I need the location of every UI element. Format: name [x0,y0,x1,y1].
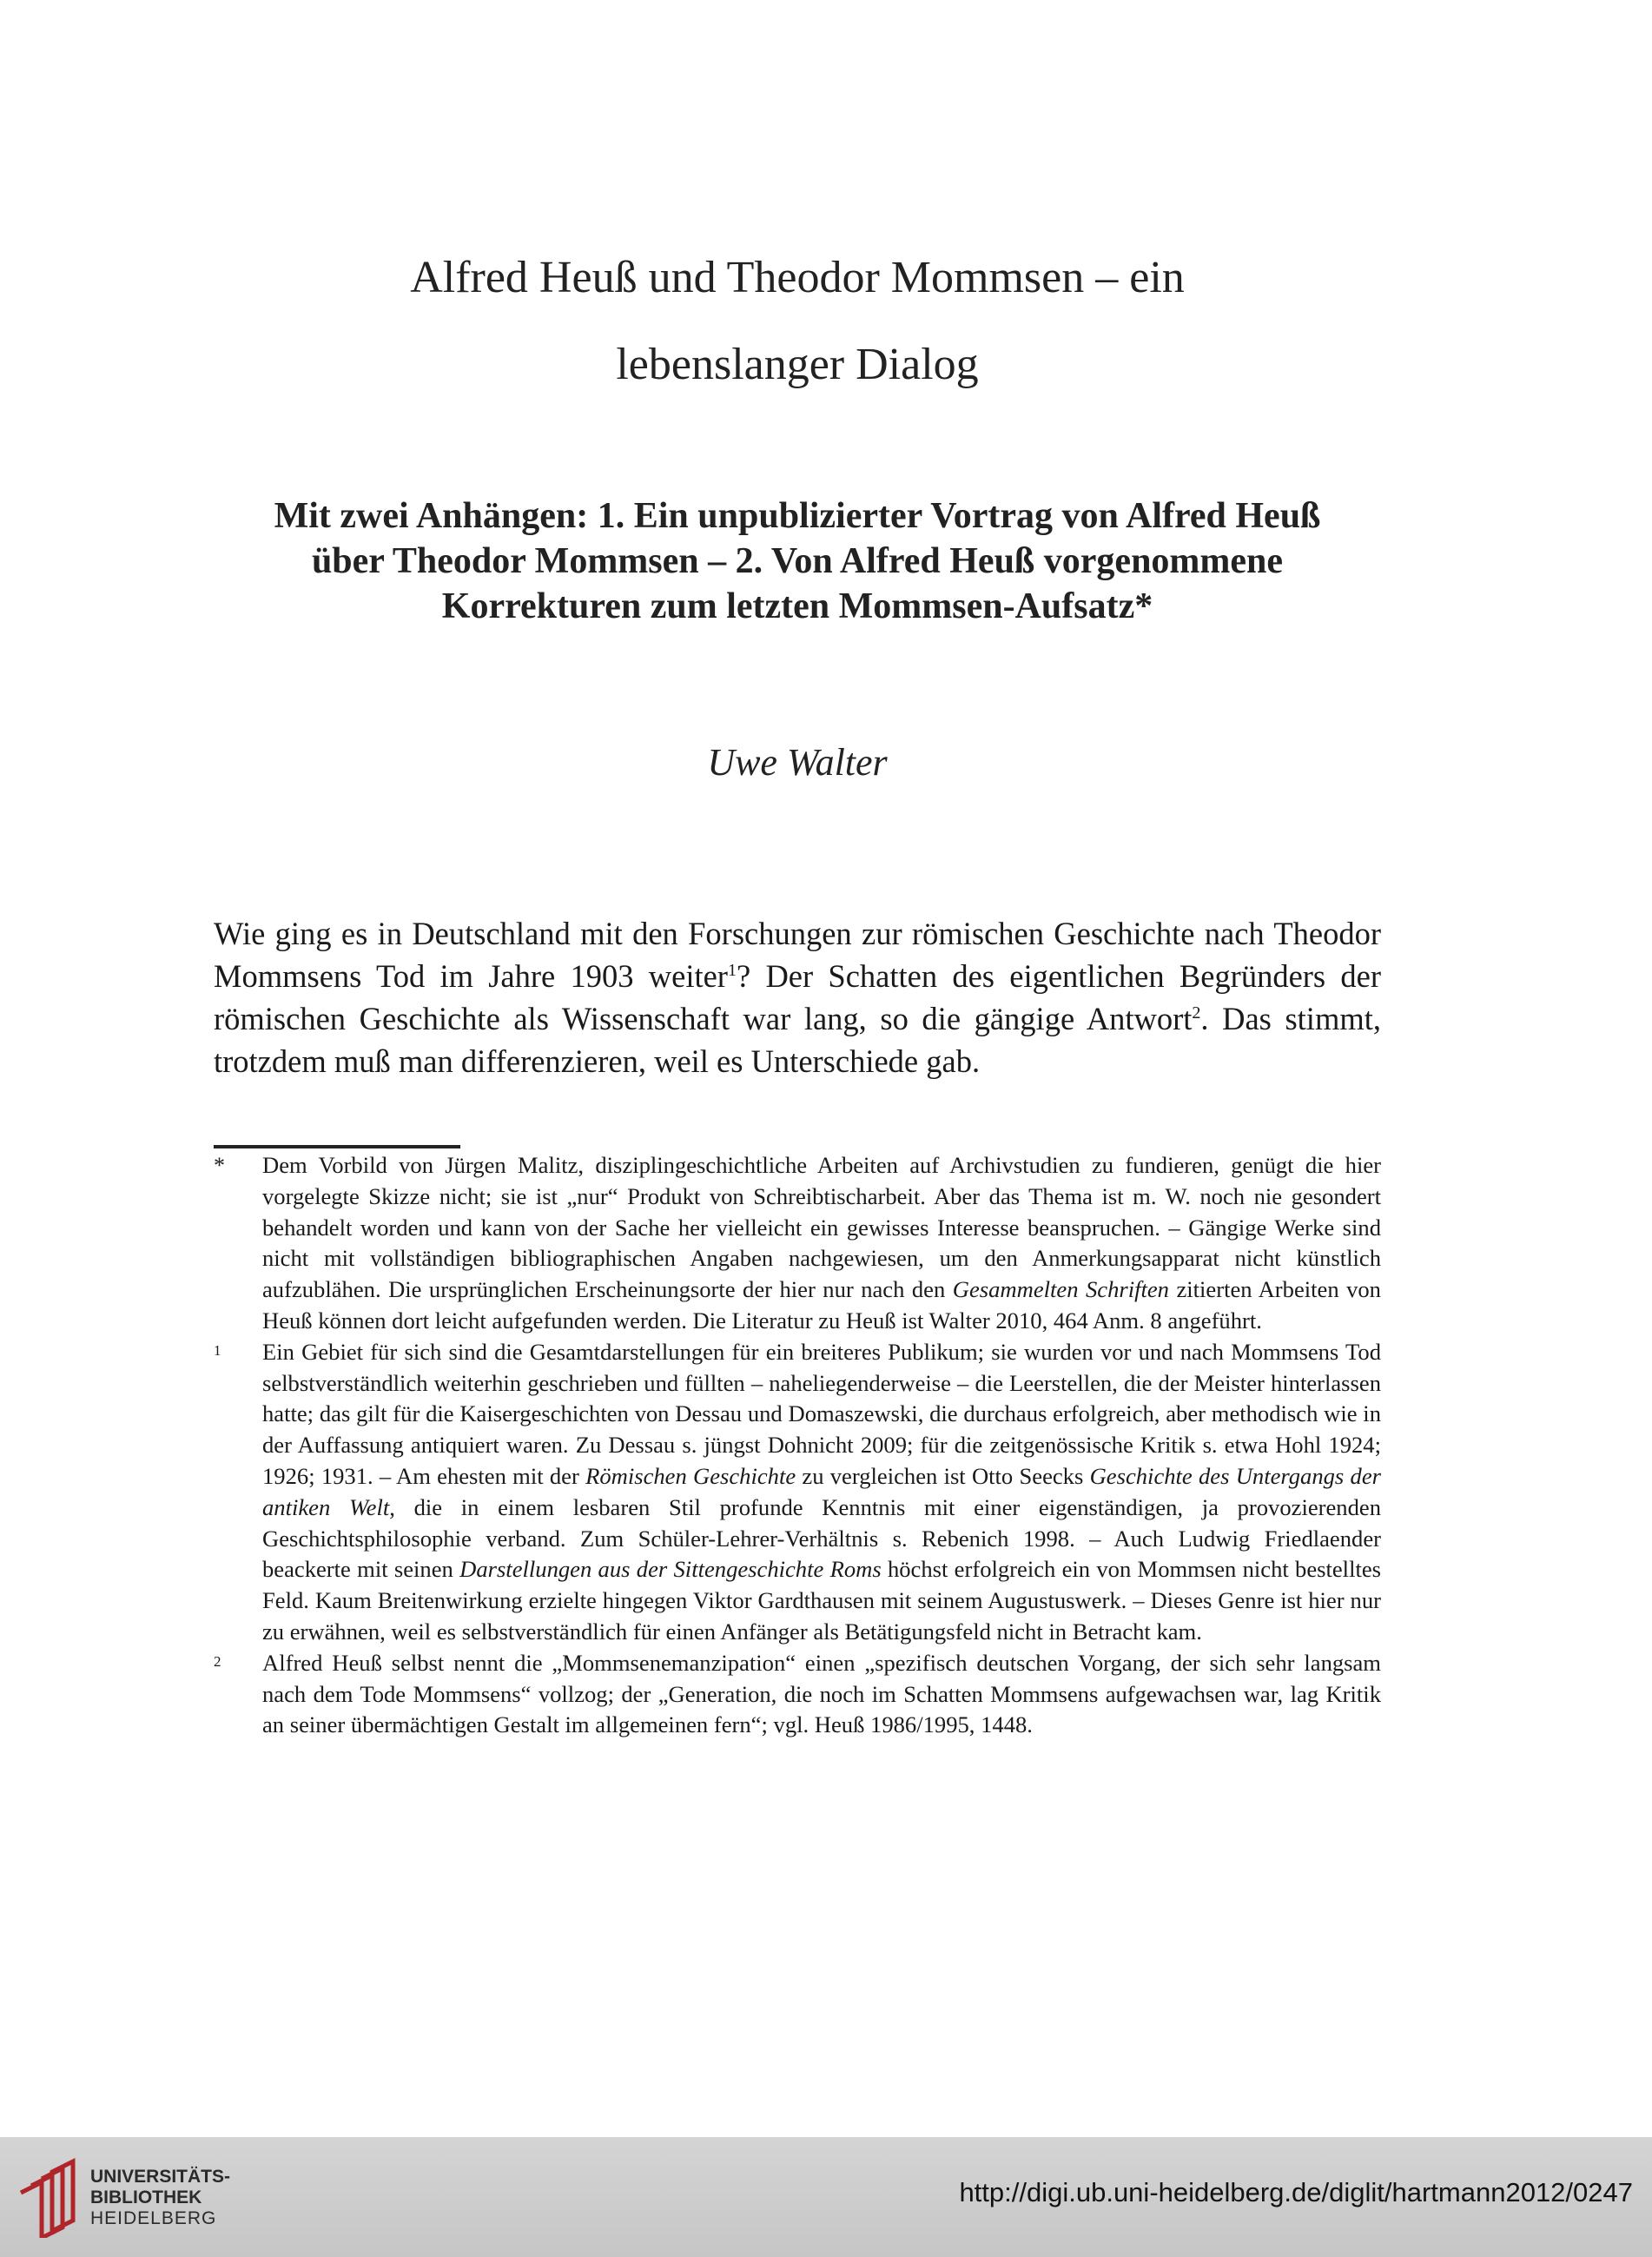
footnote-mark: 1 [214,1341,221,1359]
author-name: Uwe Walter [707,741,888,784]
footnotes [214,1150,1381,1741]
footnote-italic: Darstellungen aus der Sittengeschichte Roms [459,1556,882,1583]
intro-paragraph [214,912,1381,1082]
footnote-mark: * [214,1153,225,1178]
footnote-star [214,1150,1381,1337]
subtitle-line-3: Korrekturen zum letzten Mommsen-Aufsatz* [441,586,1153,626]
intro-text-2: ? Der Schatten des eigentlichen Begründers der römischen Geschichte als Wissenschaft war lang, so die gängige Antwort [214,958,1382,1036]
title-line-2: lebenslanger Dialog [616,340,979,389]
footnote-ref-1: 1 [727,960,737,980]
footnote-text: Alfred Heuß selbst nennt die „Mommsenemanzipation“ einen „spezifisch deutschen Vorgang, der sich sehr langsam nach dem Tode Mommsens“ vollzog; der „Generation, die noch im Schatten Mommsens aufgewachsen war, lag Kritik an seiner übermächtigen Gestalt im allgemeinen fern“; vgl. Heuß 1986/1995, 1448. [262,1649,1381,1738]
footnote-divider [214,1145,460,1148]
footnote-italic: Geschichte des Untergangs der antiken Welt [262,1462,1381,1520]
subtitle-line-2: über Theodor Mommsen – 2. Von Alfred Heuß vorgenommene [311,541,1284,581]
footnote-text: , die in einem lesbaren Stil profunde Kenntnis mit einer eigenständigen, ja provozierenden Geschichtsphilosophie verband. Zum Schüler-Lehrer-Verhältnis s. Rebenich 1998. – Auch Ludwig Friedlaender beackerte mit seinen [262,1493,1381,1583]
source-url[interactable]: http://digi.ub.uni-heidelberg.de/diglit/hartmann2012/0247 [959,2177,1633,2207]
footnote-italic: Römischen Geschichte [585,1462,796,1489]
library-name-line-2: BIBLIOTHEK [90,2188,202,2207]
intro-text-3: . Das stimmt, trotzdem muß man differenzieren, weil es Unterschiede gab. [214,1001,1381,1079]
footnote-text: höchst erfolgreich ein von Mommsen nicht bestelltes Feld. Kaum Breitenwirkung erzielte hingegen Viktor Gardthausen mit seinem Augustuswerk. – Dieses Genre ist hier nur zu erwähnen, weil es selbstverständlich für einen Anfänger als Betätigungsfeld nicht in Betracht kam. [262,1556,1382,1645]
footnote-text: Dem Vorbild von Jürgen Malitz, disziplingeschichtliche Arbeiten auf Archivstudien zu fundieren, genügt die hier vorgelegte Skizze nicht; sie ist „nur“ Produkt von Schreibtischarbeit. Aber das Thema ist m. W. noch nie gesondert behandelt worden und kann von der Sache her vielleicht ein gewisses Interesse beanspruchen. – Gängige Werke sind nicht mit vollständigen bibliographischen Angaben nachgewiesen, um den Anmerkungsapparat nicht künstlich aufzublähen. Die ursprünglichen Erscheinungsorte der hier nur nach den [262,1152,1381,1303]
footnote-text: Ein Gebiet für sich sind die Gesamtdarstellungen für ein breiteres Publikum; sie wurden vor und nach Mommsens Tod selbstverständlich weiterhin geschrieben und füllten – naheliegenderweise – die Leerstellen, die der Meister hinterlassen hatte; das gilt für die Kaisergeschichten von Dessau und Domaszewski, die durchaus erfolgreich, aber methodisch wie in der Auffassung antiquiert waren. Zu Dessau s. jüngst Dohnicht 2009; für die zeitgenössische Kritik s. etwa Hohl 1924; 1926; 1931. – Am ehesten mit der [262,1338,1381,1489]
footnote-mark: 2 [214,1652,221,1670]
title-line-1: Alfred Heuß und Theodor Mommsen – ein [410,253,1185,302]
library-footer [0,2137,1652,2257]
intro-text-1: Wie ging es in Deutschland mit den Forschungen zur römischen Geschichte nach Theodor Mommsens Tod im Jahre 1903 weiter [214,916,1381,994]
library-name [90,2167,230,2229]
library-name-line-1: UNIVERSITÄTS- [90,2167,231,2187]
article-title [214,235,1381,408]
library-name-line-3: HEIDELBERG [90,2208,217,2228]
footnote-text: zitierten Arbeiten von Heuß können dort leicht aufgefunden werden. Die Literatur zu Heuß ist Walter 2010, 464 Anm. 8 angeführt. [262,1276,1381,1334]
footnote-ref-2: 2 [1192,1003,1201,1023]
footnote-text: zu vergleichen ist Otto Seecks [796,1462,1090,1489]
subtitle-line-1: Mit zwei Anhängen: 1. Ein unpublizierter Vortrag von Alfred Heuß [274,496,1321,536]
footnote-italic: Gesammelten Schriften [952,1276,1169,1303]
footnote-1 [214,1337,1381,1648]
footnote-2 [214,1648,1381,1741]
library-logo-icon [17,2154,101,2238]
article-subtitle [214,493,1381,629]
